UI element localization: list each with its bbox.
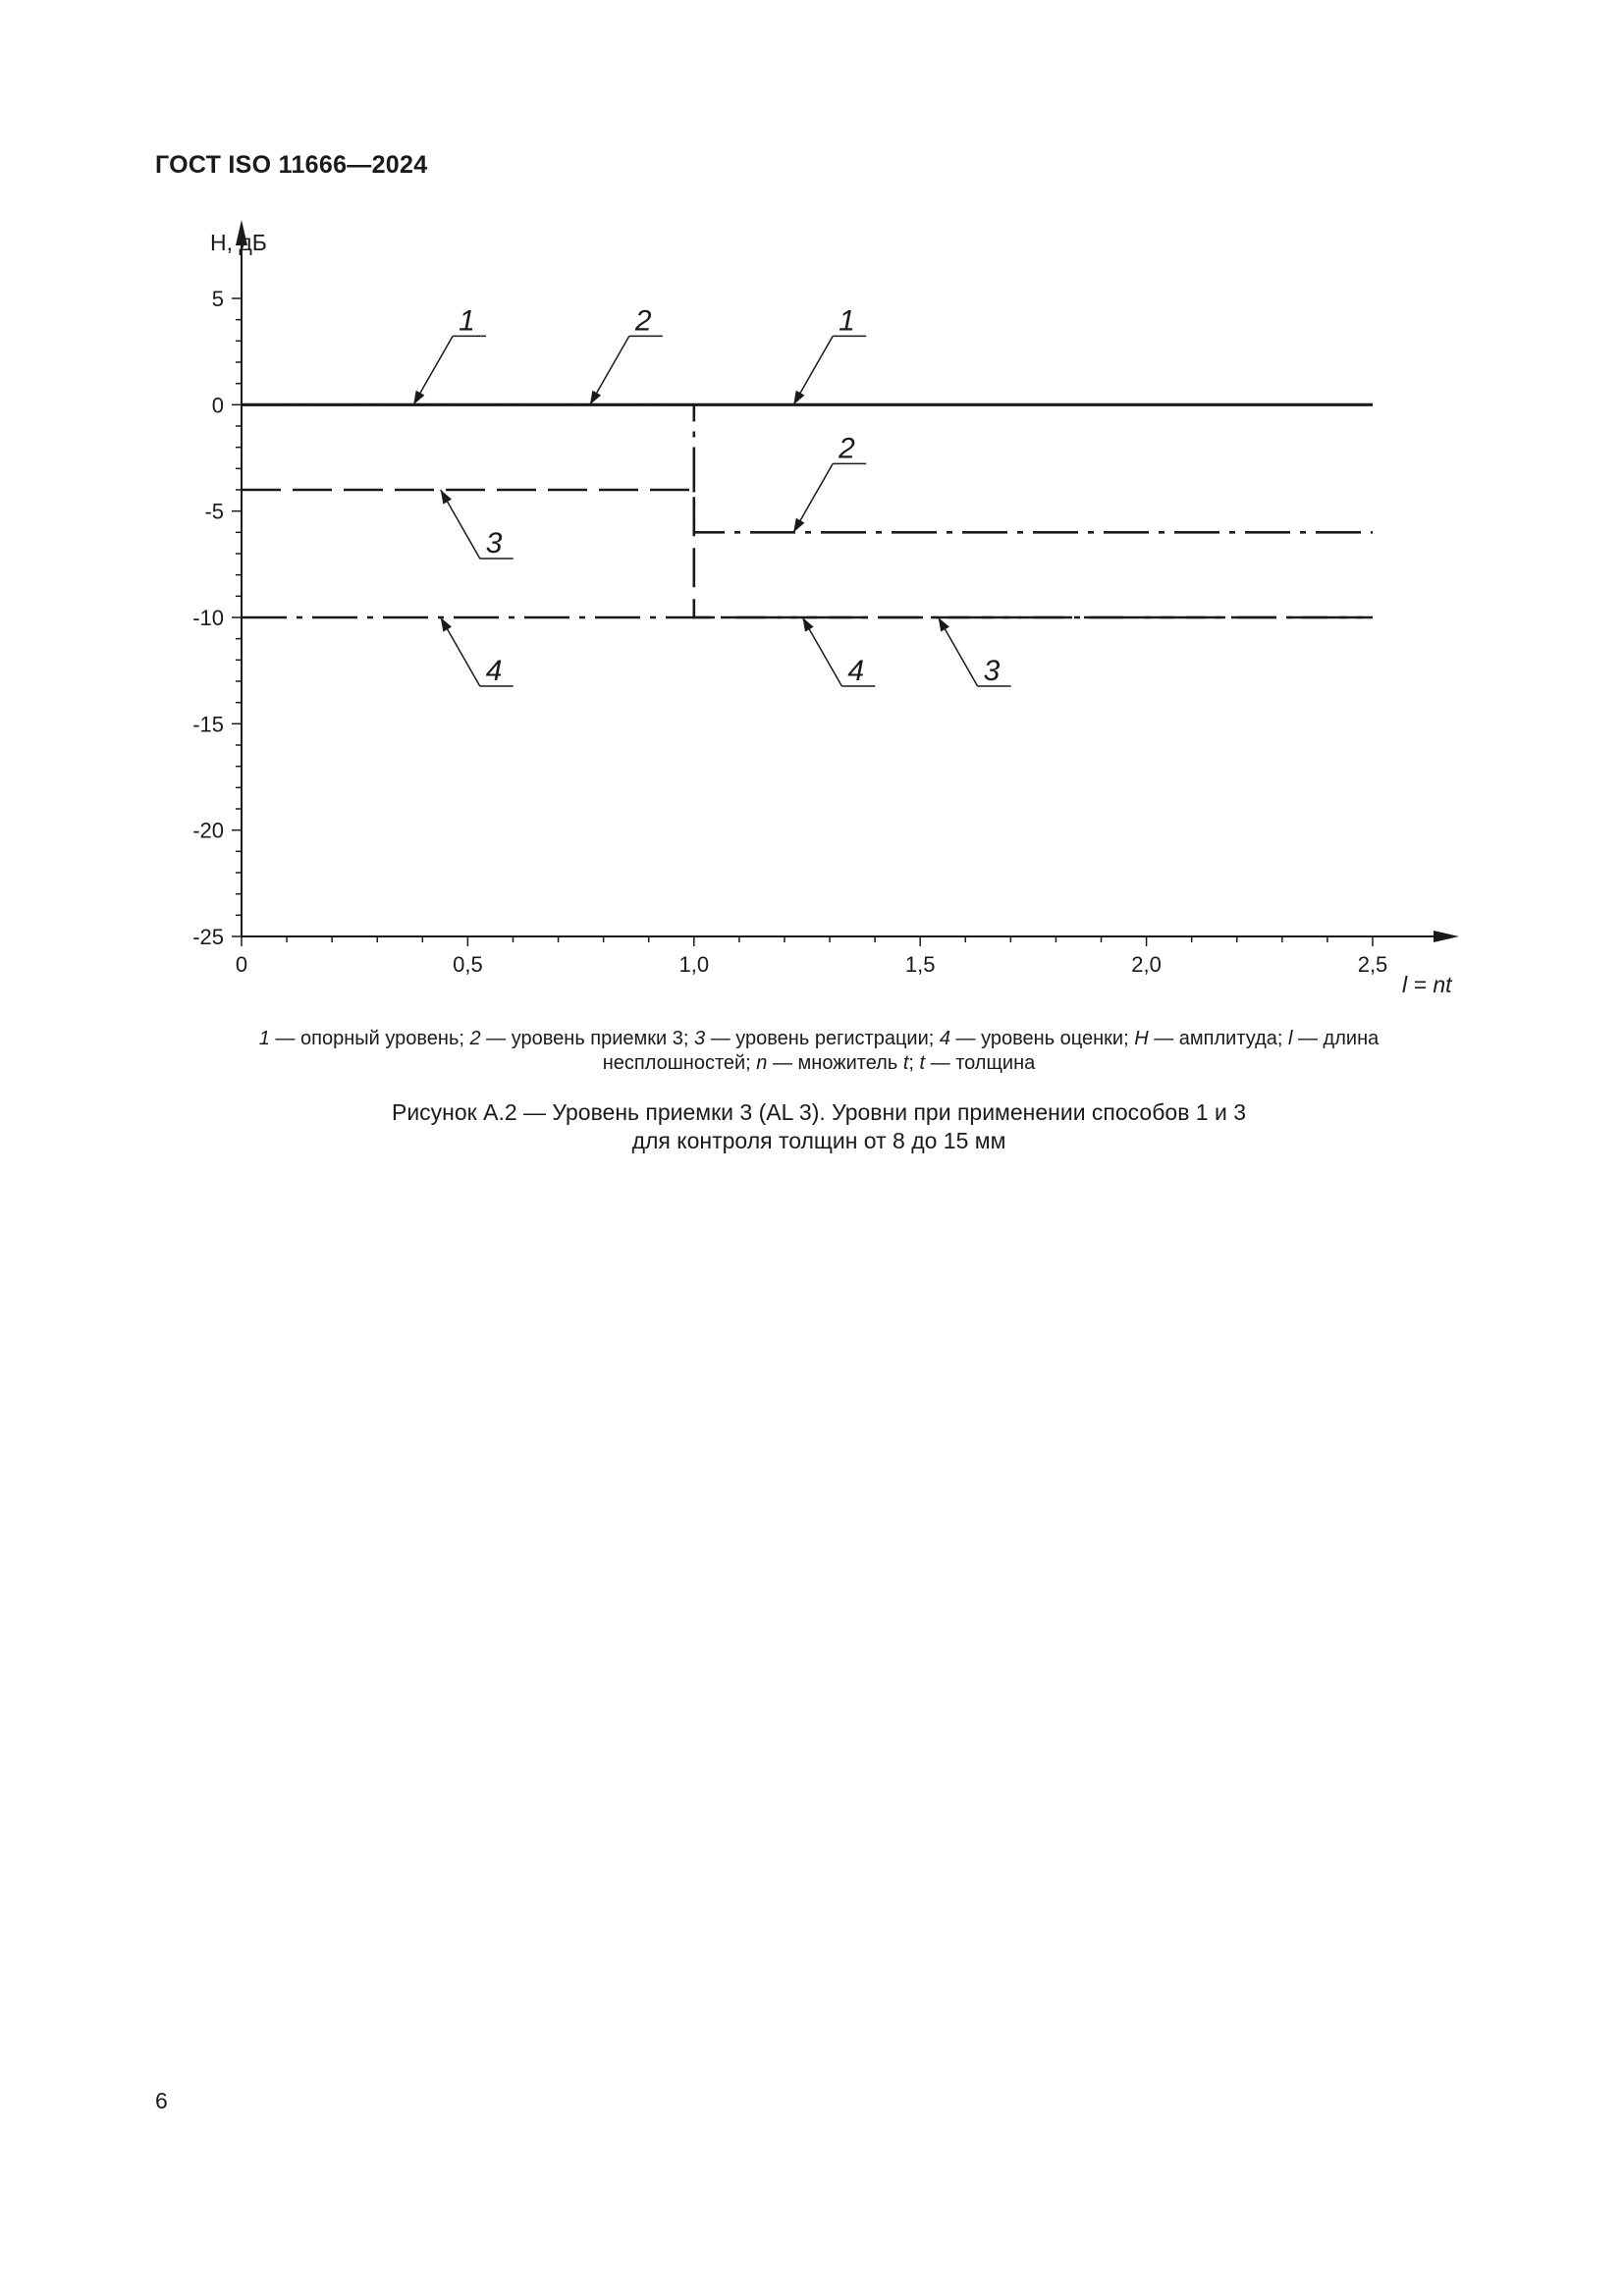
figure-legend <box>157 1027 1481 1076</box>
legend-text: ; <box>908 1052 920 1074</box>
x-tick-label: 0,5 <box>453 952 483 977</box>
caption-line-2: для контроля толщин от 8 до 15 мм <box>631 1128 1006 1153</box>
legend-text: 4 <box>939 1028 950 1049</box>
callout <box>413 304 486 404</box>
legend-text: — уровень регистрации; <box>705 1028 940 1049</box>
callout-label: 3 <box>485 527 503 560</box>
callout-arrow <box>441 617 452 632</box>
x-tick-label: 2,5 <box>1357 952 1388 977</box>
legend-text: t <box>919 1052 926 1074</box>
legend-text: l <box>1287 1028 1293 1049</box>
legend-text: несплошностей; <box>602 1052 757 1074</box>
caption-line-1: Рисунок А.2 — Уровень приемки 3 (AL 3). Уровни при применении способов 1 и 3 <box>391 1099 1247 1125</box>
callout <box>939 617 1011 687</box>
callout-label: 2 <box>634 304 652 338</box>
callout <box>793 304 866 404</box>
callout-label: 3 <box>983 655 1001 687</box>
legend-line-1 <box>157 1027 1481 1051</box>
y-tick-label: -20 <box>192 818 224 843</box>
legend-text: — толщина <box>925 1052 1036 1074</box>
x-tick-label: 1,0 <box>678 952 710 977</box>
y-tick-label: -15 <box>192 712 224 737</box>
legend-text: t <box>902 1052 909 1074</box>
callout <box>590 304 663 404</box>
x-tick-label: 1,5 <box>904 952 936 977</box>
y-tick-label: 5 <box>211 287 224 311</box>
legend-text: — уровень приемки 3; <box>480 1028 695 1049</box>
legend-text: — опорный уровень; <box>269 1028 470 1049</box>
callout-label: 1 <box>459 304 475 338</box>
figure-chart <box>0 0 1624 1021</box>
series-line-2 <box>242 404 1373 532</box>
callout-arrow <box>793 391 804 405</box>
legend-text: — амплитуда; <box>1148 1028 1288 1049</box>
legend-text: 1 <box>258 1028 270 1049</box>
callout-label: 2 <box>839 432 855 465</box>
x-tick-label: 2,0 <box>1131 952 1162 977</box>
legend-text: — длина <box>1292 1028 1380 1049</box>
callout-arrow <box>939 617 949 632</box>
x-axis-arrow <box>1434 931 1459 942</box>
legend-text: — множитель <box>767 1052 903 1074</box>
legend-text: — уровень оценки; <box>949 1028 1135 1049</box>
x-axis-title: l = nt <box>1402 972 1452 997</box>
callout-arrow <box>802 617 813 632</box>
x-tick-label: 0 <box>235 952 248 977</box>
page-number: 6 <box>155 2088 168 2113</box>
legend-text: 3 <box>694 1028 706 1049</box>
callout <box>793 432 866 532</box>
y-tick-label: -25 <box>192 925 224 949</box>
y-axis-title: H, дБ <box>210 230 267 255</box>
callout-label: 4 <box>847 655 865 687</box>
y-tick-label: -10 <box>192 606 224 630</box>
legend-text: n <box>756 1052 768 1074</box>
callout-arrow <box>793 518 804 533</box>
legend-text: H <box>1134 1028 1149 1049</box>
figure-caption <box>157 1098 1481 1155</box>
callout-arrow <box>590 391 601 405</box>
legend-line-2 <box>157 1051 1481 1076</box>
legend-text: 2 <box>469 1028 481 1049</box>
callout-arrow <box>413 391 424 405</box>
callout-label: 4 <box>485 655 503 687</box>
callout <box>802 617 875 687</box>
callout <box>441 490 514 560</box>
document-header: ГОСТ ISO 11666—2024 <box>155 151 428 179</box>
callout-label: 1 <box>839 304 855 338</box>
callout-arrow <box>441 490 452 505</box>
callout <box>441 617 514 687</box>
y-tick-label: 0 <box>211 393 224 418</box>
y-tick-label: -5 <box>204 499 224 524</box>
